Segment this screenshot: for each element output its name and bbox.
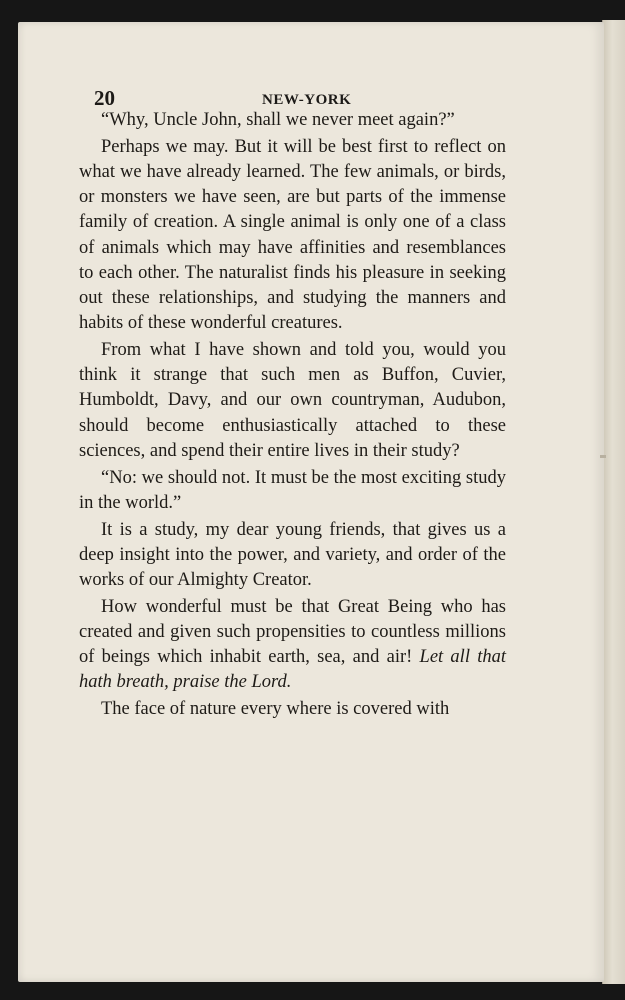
paragraph-4: “No: we should not. It must be the most exciting study in the world.” xyxy=(79,467,506,513)
paragraph-2: Perhaps we may. But it will be best first to reflect on what we have already learned. The few animals, or birds, or monsters we have seen, are but parts of the immense family of creation. A single animal is only one of a class of animals which may have affinities and resemblances to each other. The naturalist finds his pleasure in seeking out these relationships, and studying the manners and habits of these wonderful creatures. xyxy=(79,136,506,334)
page-number: 20 xyxy=(94,86,115,110)
running-head: NEW-YORK xyxy=(262,92,352,108)
paragraph-7: The face of nature every where is covered with xyxy=(101,699,450,720)
paragraph-1: “Why, Uncle John, shall we never meet again?” xyxy=(101,110,455,130)
paragraph-6-italic: Let all that hath breath, praise the Lord. xyxy=(79,647,506,693)
paragraph-5: It is a study, my dear young friends, that gives us a deep insight into the power, and variety, and order of the works of our Almighty Creator. xyxy=(79,519,506,591)
paragraph-3: From what I have shown and told you, would you think it strange that such men as Buffon, Cuvier, Humboldt, Davy, and our own countryman, Audubon, should become enthusiastically attached to these sciences, and spend their entire lives in their study? xyxy=(79,340,506,461)
next-page-edge xyxy=(602,20,625,984)
body-text xyxy=(79,108,506,724)
page-mark xyxy=(600,455,606,458)
paragraph-6-text: How wonderful must be that Great Being who has created and given such propensities to countless millions of beings which inhabit earth, sea, and air! xyxy=(79,596,506,668)
paragraph-6 xyxy=(79,595,506,696)
